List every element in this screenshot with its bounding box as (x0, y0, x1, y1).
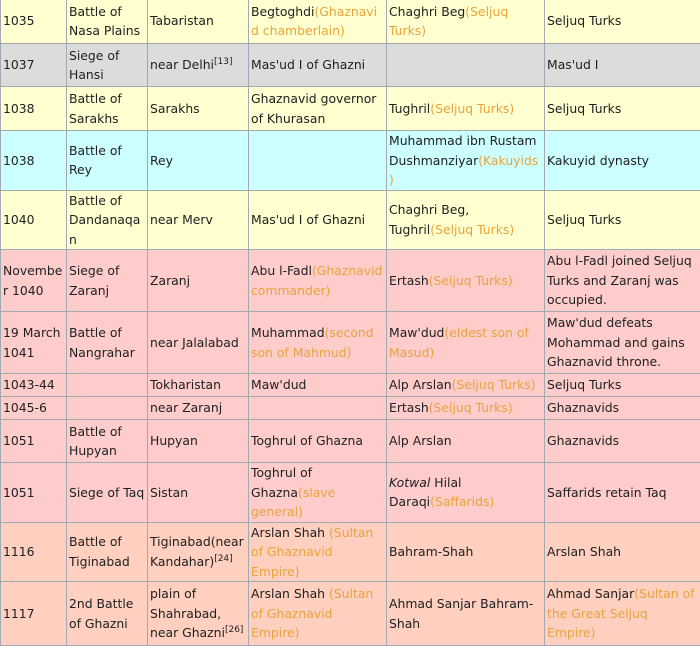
side-b-cell (387, 397, 545, 420)
side-b-name[interactable]: Ertash (389, 273, 429, 288)
side-a-cell (249, 312, 387, 374)
date-cell: 1045-6 (1, 397, 67, 420)
side-b-prefix: Kotwal (389, 475, 430, 490)
location-cell[interactable]: near Merv (148, 190, 249, 250)
side-a-link[interactable]: (Ghaznavid chamberlain) (251, 4, 377, 39)
date-cell: 1040 (1, 190, 67, 250)
date-cell: 19 March 1041 (1, 312, 67, 374)
battle-cell[interactable]: Battle of Tiginabad (67, 522, 148, 582)
side-b-cell[interactable]: Bahram-Shah (387, 522, 545, 582)
date-cell: 1038 (1, 131, 67, 191)
location-cell[interactable]: Sistan (148, 463, 249, 523)
side-b-name[interactable]: Muhammad ibn Rustam Dushmanziyar (389, 133, 537, 168)
side-a-link[interactable]: (second son of Mahmud) (251, 325, 374, 360)
battle-cell[interactable]: Siege of Hansi (67, 44, 148, 87)
date-cell: 1043-44 (1, 374, 67, 397)
battle-cell (67, 397, 148, 420)
side-a-name[interactable]: Arslan Shah (251, 525, 329, 540)
location-cell[interactable]: Tokharistan (148, 374, 249, 397)
side-b-name[interactable]: Alp Arslan (389, 377, 452, 392)
table-row (1, 131, 700, 191)
side-b-name[interactable]: Maw'dud (389, 325, 444, 340)
table-row (1, 190, 700, 250)
side-a-cell[interactable]: Mas'ud I of Ghazni (249, 44, 387, 87)
side-a-name[interactable]: Toghrul of Ghazna (251, 465, 312, 500)
location-cell[interactable]: near Jalalabad (148, 312, 249, 374)
side-b-cell (387, 131, 545, 191)
side-b-link[interactable]: (Seljuq Turks) (389, 4, 508, 39)
side-b-cell (387, 0, 545, 44)
side-a-cell[interactable]: Maw'dud (249, 374, 387, 397)
citation-ref[interactable]: [26] (225, 625, 243, 635)
location-name[interactable]: near Delhi (150, 57, 214, 72)
battle-cell[interactable]: Battle of Hupyan (67, 420, 148, 463)
side-b-cell (387, 44, 545, 87)
result-link[interactable]: (Sultan of the Great Seljuq Empire) (547, 586, 694, 640)
citation-ref[interactable]: [24] (214, 554, 232, 564)
date-cell: 1035 (1, 0, 67, 44)
side-a-name[interactable]: Begtoghdi (251, 4, 314, 19)
side-a-cell (249, 397, 387, 420)
table-row (1, 374, 700, 397)
battle-cell[interactable]: Battle of Dandanaqan (67, 190, 148, 250)
result-cell[interactable]: Kakuyid dynasty (545, 131, 700, 191)
side-b-cell[interactable]: Ahmad Sanjar Bahram-Shah (387, 582, 545, 646)
side-a-name[interactable]: Muhammad (251, 325, 325, 340)
date-cell: 1037 (1, 44, 67, 87)
result-cell[interactable]: Mas'ud I (545, 44, 700, 87)
side-b-link[interactable]: (Seljuq Turks) (429, 400, 513, 415)
result-cell: Saffarids retain Taq (545, 463, 700, 523)
side-a-name[interactable]: Abu l-Fadl (251, 263, 312, 278)
side-a-cell (249, 0, 387, 44)
result-cell[interactable]: Seljuq Turks (545, 190, 700, 250)
battle-cell[interactable]: Siege of Zaranj (67, 250, 148, 312)
date-cell: 1038 (1, 87, 67, 131)
battle-cell[interactable]: Battle of Rey (67, 131, 148, 191)
side-a-cell (249, 250, 387, 312)
date-cell: 1116 (1, 522, 67, 582)
battle-cell[interactable]: Battle of Sarakhs (67, 87, 148, 131)
battle-cell[interactable]: 2nd Battle of Ghazni (67, 582, 148, 646)
side-b-cell (387, 87, 545, 131)
battle-cell[interactable]: Siege of Taq (67, 463, 148, 523)
table-row (1, 0, 700, 44)
table-row (1, 397, 700, 420)
side-b-link[interactable]: (Seljuq Turks) (430, 222, 514, 237)
side-b-name[interactable]: Chaghri Beg, Tughril (389, 202, 469, 237)
battle-cell[interactable]: Battle of Nasa Plains (67, 0, 148, 44)
result-cell[interactable]: Arslan Shah (545, 522, 700, 582)
location-cell (148, 582, 249, 646)
side-b-link[interactable]: (Seljuq Turks) (452, 377, 536, 392)
side-b-cell[interactable]: Alp Arslan (387, 420, 545, 463)
side-a-link[interactable]: (Ghaznavid commander) (251, 263, 382, 298)
side-b-link[interactable]: (Seljuq Turks) (429, 273, 513, 288)
result-cell[interactable]: Seljuq Turks (545, 374, 700, 397)
citation-ref[interactable]: [13] (214, 57, 232, 67)
table-row (1, 582, 700, 646)
location-cell (148, 522, 249, 582)
side-a-link[interactable]: (slave general) (251, 485, 335, 520)
location-cell[interactable]: Zaranj (148, 250, 249, 312)
location-name[interactable]: Tiginabad(near Kandahar) (150, 534, 244, 569)
side-a-name[interactable]: Arslan Shah (251, 586, 329, 601)
battle-cell (67, 374, 148, 397)
result-cell[interactable]: Seljuq Turks (545, 0, 700, 44)
result-cell: Maw'dud defeats Mohammad and gains Ghaznavid throne. (545, 312, 700, 374)
result-cell: Abu l-Fadl joined Seljuq Turks and Zaranj was occupied. (545, 250, 700, 312)
location-cell (148, 44, 249, 87)
result-name[interactable]: Ahmad Sanjar (547, 586, 634, 601)
date-cell: 1051 (1, 420, 67, 463)
table-row (1, 522, 700, 582)
side-b-link[interactable]: (eldest son of Masud) (389, 325, 529, 360)
location-name[interactable]: plain of Shahrabad, near Ghazni (150, 586, 225, 640)
side-a-link[interactable]: (Sultan of Ghaznavid Empire) (251, 525, 373, 579)
side-b-name[interactable]: Hilal Daraqi (389, 475, 462, 510)
side-b-cell (387, 374, 545, 397)
result-cell[interactable]: Seljuq Turks (545, 87, 700, 131)
result-cell (545, 582, 700, 646)
table-row (1, 250, 700, 312)
side-a-cell[interactable]: Toghrul of Ghazna (249, 420, 387, 463)
table-row (1, 463, 700, 523)
battle-cell[interactable]: Battle of Nangrahar (67, 312, 148, 374)
table-row (1, 420, 700, 463)
side-a-cell (249, 463, 387, 523)
date-cell: November 1040 (1, 250, 67, 312)
date-cell: 1117 (1, 582, 67, 646)
side-b-cell (387, 250, 545, 312)
side-b-link[interactable]: (Kakuyids) (389, 153, 538, 188)
side-b-name[interactable]: Chaghri Beg (389, 4, 465, 19)
side-a-link[interactable]: (Sultan of Ghaznavid Empire) (251, 586, 373, 640)
side-a-cell (249, 522, 387, 582)
location-cell[interactable]: Hupyan (148, 420, 249, 463)
side-b-link[interactable]: (Saffarids) (430, 494, 494, 509)
side-a-cell[interactable]: Mas'ud I of Ghazni (249, 190, 387, 250)
table-row (1, 44, 700, 87)
side-b-name[interactable]: Tughril (389, 101, 430, 116)
side-b-cell (387, 312, 545, 374)
side-a-cell (249, 131, 387, 191)
table-row (1, 87, 700, 131)
side-a-cell (249, 582, 387, 646)
side-b-cell (387, 190, 545, 250)
location-cell[interactable]: Sarakhs (148, 87, 249, 131)
location-cell[interactable]: Rey (148, 131, 249, 191)
side-b-cell (387, 463, 545, 523)
date-cell: 1051 (1, 463, 67, 523)
location-cell[interactable]: near Zaranj (148, 397, 249, 420)
result-cell[interactable]: Ghaznavids (545, 397, 700, 420)
result-cell[interactable]: Ghaznavids (545, 420, 700, 463)
location-cell[interactable]: Tabaristan (148, 0, 249, 44)
table-row (1, 312, 700, 374)
side-b-link[interactable]: (Seljuq Turks) (430, 101, 514, 116)
side-b-name[interactable]: Ertash (389, 400, 429, 415)
side-a-cell[interactable]: Ghaznavid governor of Khurasan (249, 87, 387, 131)
